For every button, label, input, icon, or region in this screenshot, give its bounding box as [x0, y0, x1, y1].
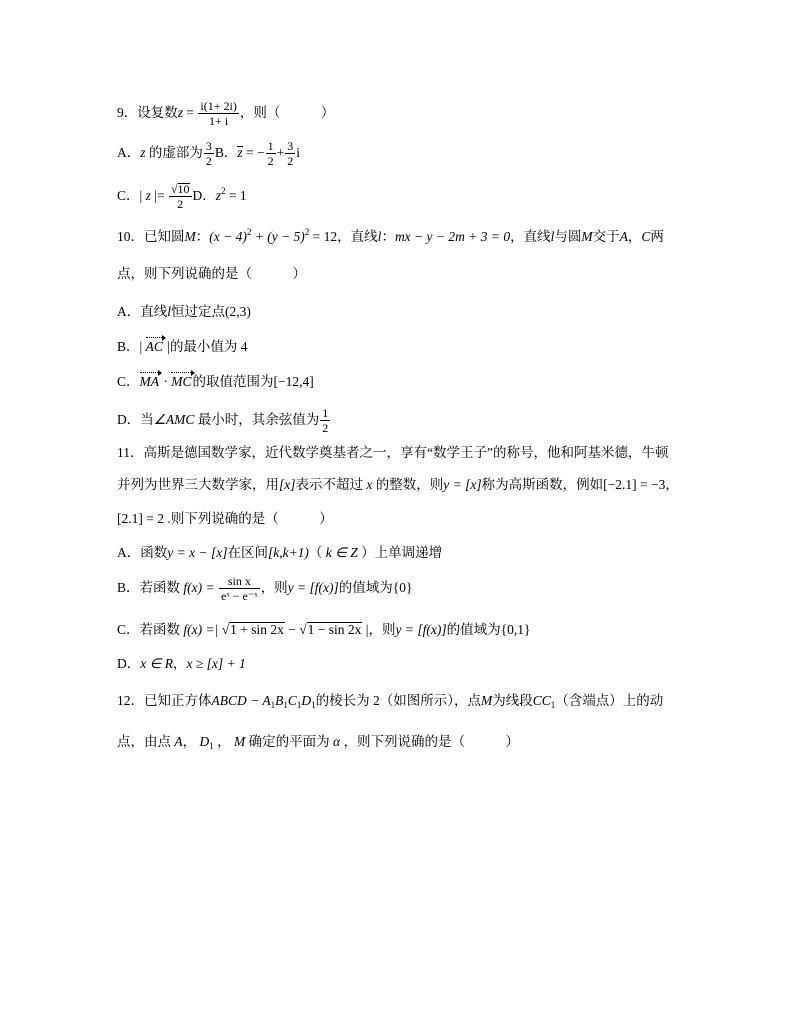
math-expression: [x]	[279, 477, 296, 492]
math-variable: z	[177, 105, 184, 120]
option-text: A．直线	[117, 304, 168, 319]
plus-sign: +	[276, 145, 285, 160]
fraction-numerator: 3	[205, 139, 212, 154]
conjugate-variable: z	[237, 145, 243, 160]
math-variable: z	[140, 145, 146, 160]
option-text: 的最小值为 4	[169, 339, 248, 354]
equals-sign: =	[183, 105, 198, 120]
math-variable: B	[275, 693, 284, 708]
option-label: C．	[117, 188, 140, 203]
question-text: 表示不超过	[295, 477, 363, 492]
fraction	[285, 140, 295, 167]
question-text: 交于	[592, 229, 620, 244]
question-text: .则下列说确的是（ ）	[163, 511, 333, 526]
abs-bar: |	[139, 339, 146, 354]
vector-name: MA	[139, 374, 160, 389]
option-label: B．	[214, 145, 238, 160]
math-expression: x ∈ R	[140, 656, 173, 671]
question-text: 与圆	[554, 229, 582, 244]
imaginary-unit: i	[296, 145, 301, 160]
option-text: 的值域为	[446, 622, 501, 637]
option-text: ，则	[260, 580, 288, 595]
fraction	[320, 407, 330, 434]
subscript: 1	[283, 700, 288, 710]
question-text: 点，由点	[117, 734, 175, 749]
minus-sign: −	[284, 622, 300, 637]
math-expression: f(x) =	[183, 580, 218, 595]
fraction-numerator: i(1+ 2i)	[200, 99, 237, 114]
option-text: 的取值范围为	[192, 374, 274, 389]
question-text: 9．设复数	[117, 105, 178, 120]
q10-option-c	[117, 367, 314, 397]
math-expression: [−2.1] = −3	[603, 477, 666, 492]
fraction-numerator: 1	[322, 406, 329, 421]
abs-bar: |=	[150, 188, 168, 203]
radical-sign: √	[299, 622, 307, 637]
subscript: 1	[270, 700, 276, 710]
math-expression: + (y − 5)	[251, 229, 305, 244]
question-text: 12．已知正方体	[117, 693, 212, 708]
math-expression: = 12	[309, 229, 338, 244]
q12-stem-line-2	[117, 727, 519, 757]
fraction	[266, 140, 276, 167]
vector-name: MC	[171, 374, 192, 389]
fraction-numerator	[169, 183, 192, 197]
q9-options-cd	[117, 181, 247, 211]
math-variable: C	[641, 229, 651, 244]
question-text: ：	[195, 229, 210, 244]
math-variable: α	[333, 734, 341, 749]
radicand: 10	[177, 182, 190, 197]
q10-option-d	[117, 405, 331, 435]
question-text: ，直线	[337, 229, 378, 244]
math-expression: ABCD − A	[211, 693, 271, 708]
math-variable: M	[481, 693, 493, 708]
option-label: C．	[117, 374, 140, 389]
math-variable: A	[619, 229, 628, 244]
math-variable: C	[287, 693, 297, 708]
question-text: ，	[665, 477, 679, 492]
vector-arrow	[171, 372, 192, 373]
math-variable: A	[174, 734, 183, 749]
question-text: 两	[650, 229, 664, 244]
q9-stem	[117, 98, 334, 128]
math-variable: z	[215, 188, 222, 203]
fraction-numerator: 3	[287, 139, 294, 154]
subscript: 1	[311, 700, 316, 710]
dot-product: ·	[160, 374, 172, 389]
math-variable: l	[167, 304, 172, 319]
question-text: ：	[381, 229, 395, 244]
math-variable: M	[184, 229, 196, 244]
option-text: A．函数	[117, 545, 168, 560]
fraction-numerator: 1	[267, 139, 274, 154]
math-expression: [k,k+1)	[267, 545, 309, 560]
fraction	[204, 140, 214, 167]
math-expression: mx − y − 2m + 3 = 0	[394, 229, 511, 244]
question-text: （含端点）上的动	[555, 693, 664, 708]
math-expression: y = x − [x]	[167, 545, 228, 560]
math-expression: y = [f(x)]	[395, 622, 447, 637]
question-text: 11．高斯是德国数学家，近代数学奠基者之一，享有“数学王子”的称号，他和阿基米德，牛顿	[117, 445, 669, 460]
math-expression: = 1	[225, 188, 247, 203]
math-expression: = −	[242, 145, 265, 160]
option-text: 在区间	[227, 545, 268, 560]
option-label: D．	[117, 656, 141, 671]
question-text: ，则（ ）	[239, 105, 335, 120]
question-text: ，	[182, 734, 200, 749]
q11-option-c	[117, 615, 530, 645]
q12-stem-line-1	[117, 686, 663, 716]
question-text: ，	[213, 734, 234, 749]
fraction-denominator: 2	[287, 154, 294, 169]
question-text: 10．已知圆	[117, 229, 185, 244]
question-text: 为线段	[492, 693, 533, 708]
fraction-denominator: 1+ i	[209, 114, 229, 129]
option-text: ，则	[368, 622, 396, 637]
vector-name: AC	[145, 339, 163, 354]
question-text: 确定的平面为	[245, 734, 333, 749]
vector-arrow	[140, 372, 161, 373]
radical-sign: √	[221, 622, 230, 637]
math-variable: l	[550, 229, 555, 244]
question-text: 的棱长为 2（如图所示），点	[315, 693, 481, 708]
fraction	[169, 183, 192, 210]
vector	[140, 375, 161, 389]
q11-stem-line-3	[117, 504, 333, 534]
superscript: 2	[304, 227, 310, 237]
q9-options-ab	[117, 138, 300, 168]
math-expression: y = [f(x)]	[287, 580, 339, 595]
math-expression: ∠AMC	[153, 412, 195, 427]
abs-bar: |	[163, 339, 170, 354]
math-expression: CC	[532, 693, 551, 708]
q11-option-d	[117, 649, 246, 679]
math-expression: {0,1}	[500, 622, 531, 637]
question-text: 的整数，则	[375, 477, 444, 492]
q10-stem-line-1	[117, 222, 664, 252]
fraction	[198, 100, 238, 127]
fraction-denominator: 2	[205, 154, 212, 169]
abs-bar: |	[362, 622, 369, 637]
option-text: 恒过定点	[171, 304, 226, 319]
fraction-denominator: 2	[267, 154, 274, 169]
math-expression: (2,3)	[225, 304, 251, 319]
vector-arrow	[146, 337, 164, 338]
option-text: ，	[173, 656, 187, 671]
q11-stem-line-1	[117, 438, 668, 468]
q11-option-b	[117, 573, 413, 603]
math-expression: (x − 4)	[209, 229, 247, 244]
radical-sign: √	[170, 182, 178, 197]
option-text: （	[308, 545, 326, 560]
q10-option-a	[117, 297, 251, 327]
math-expression: x ≥ [x] + 1	[186, 656, 246, 671]
math-variable: x	[363, 477, 376, 492]
abs-bar: |	[139, 188, 146, 203]
option-text: C．若函数	[117, 622, 184, 637]
fraction	[219, 575, 260, 602]
vector	[171, 375, 192, 389]
fraction-denominator: 2	[177, 197, 184, 212]
question-text: ，	[627, 229, 642, 244]
math-variable: D	[301, 693, 312, 708]
math-variable: D	[199, 734, 210, 749]
subscript: 1	[550, 700, 556, 710]
radicand: 1 + sin 2x	[230, 622, 284, 637]
option-text: 的虚部为	[145, 145, 203, 160]
math-expression: y = [x]	[443, 477, 482, 492]
math-expression: [−12,4]	[273, 374, 314, 389]
superscript: 2	[246, 227, 252, 237]
math-expression: {0}	[392, 580, 413, 595]
fraction-denominator: eˣ − e⁻ˣ	[220, 589, 258, 604]
subscript: 1	[296, 700, 302, 710]
math-variable: M	[234, 734, 246, 749]
question-text: ，直线	[510, 229, 551, 244]
math-variable: z	[145, 188, 151, 203]
math-expression: f(x) =|	[183, 622, 222, 637]
question-text: 点，则下列说确的是（ ）	[117, 266, 306, 281]
vector	[146, 340, 164, 354]
option-text: 的值域为	[338, 580, 393, 595]
q11-option-a	[117, 538, 442, 568]
question-text: 并列为世界三大数学家，用	[117, 477, 279, 492]
fraction-denominator: 2	[322, 421, 329, 436]
math-expression: [2.1] = 2	[117, 511, 164, 526]
fraction-numerator: sin x	[219, 575, 260, 589]
q10-stem-line-2	[117, 259, 306, 289]
option-label: B．	[117, 339, 140, 354]
option-label: A．	[117, 145, 141, 160]
math-variable: l	[377, 229, 382, 244]
math-expression: k ∈ Z	[325, 545, 358, 560]
question-text: ，则下列说确的是（ ）	[340, 734, 519, 749]
math-variable: M	[581, 229, 593, 244]
q11-stem-line-2	[117, 470, 679, 500]
radicand: 1 − sin 2x	[307, 622, 362, 637]
option-text: ）上单调递增	[357, 545, 443, 560]
subscript: 1	[209, 741, 214, 751]
superscript: 2	[221, 186, 226, 196]
q10-option-b	[117, 332, 248, 362]
question-text: 称为高斯函数，例如	[481, 477, 604, 492]
option-text: 最小时，其余弦值为	[194, 412, 320, 427]
option-label: D．	[192, 188, 216, 203]
option-text: D．当	[117, 412, 154, 427]
option-text: B．若函数	[117, 580, 184, 595]
